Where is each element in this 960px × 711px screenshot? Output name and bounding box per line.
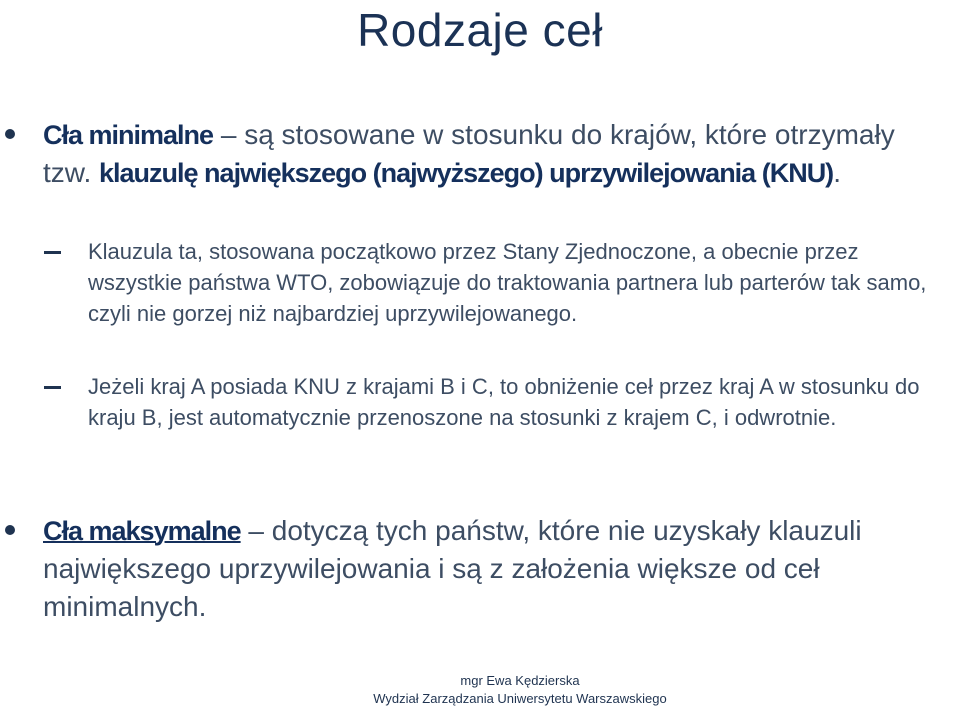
term-minimal-duties: Cła minimalne <box>43 120 214 150</box>
slide-title: Rodzaje ceł <box>357 4 603 56</box>
subpoint-knu-example <box>88 371 953 433</box>
bullet-maximal-duties <box>43 512 948 626</box>
bullet-minimal-duties <box>43 116 948 192</box>
term-maximal-duties: Cła maksymalne <box>43 516 241 546</box>
term-knu: klauzulę największego (najwyższego) uprzywilejowania (KNU) <box>99 158 834 188</box>
bullet-tail: . <box>833 157 841 188</box>
subpoint-knu-definition <box>88 236 953 329</box>
bullet-text: – dotyczą tych państw, które nie uzyskały klauzuli największego uprzywilejowania i są z założenia większe od ceł minimalnych. <box>43 515 862 622</box>
bullet-dot-icon <box>5 525 15 535</box>
bullet-text: – są stosowane w stosunku do krajów, które otrzymały tzw. <box>43 119 895 188</box>
dash-icon <box>44 386 61 389</box>
subpoint-text: Jeżeli kraj A posiada KNU z krajami B i C, to obniżenie ceł przez kraj A w stosunku do kraju B, jest automatycznie przenoszone na stosunki z krajem C, i odwrotnie. <box>88 374 920 430</box>
dash-icon <box>44 251 61 254</box>
footer-affiliation: Wydział Zarządzania Uniwersytetu Warszawskiego <box>373 691 667 706</box>
subpoint-text: Klauzula ta, stosowana początkowo przez Stany Zjednoczone, a obecnie przez wszystkie państwa WTO, zobowiązuje do traktowania partnera lub parterów tak samo, czyli nie gorzej niż najbardziej uprzywilejowanego. <box>88 239 927 326</box>
footer-author: mgr Ewa Kędzierska <box>460 673 580 688</box>
bullet-dot-icon <box>5 129 15 139</box>
